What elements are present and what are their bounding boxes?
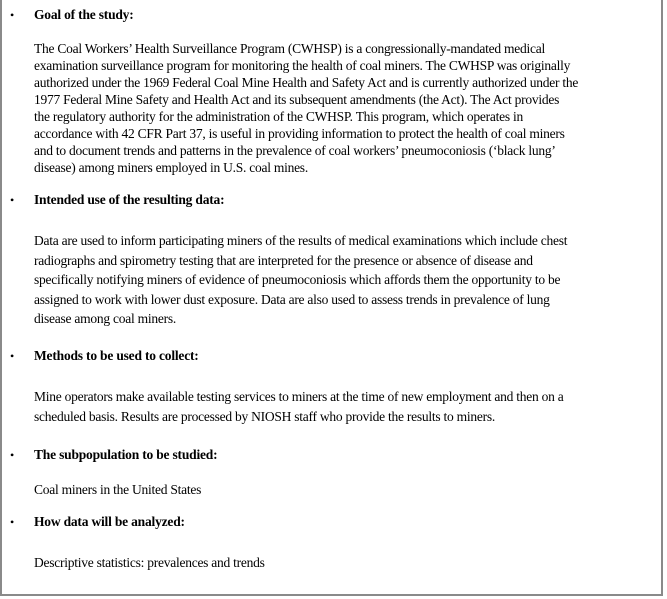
section-body-analysis xyxy=(34,553,265,573)
bullet-icon: • xyxy=(10,193,15,207)
bullet-icon: • xyxy=(10,515,15,529)
bullet-icon: • xyxy=(10,349,15,363)
text-line: The Coal Workers’ Health Surveillance Program (CWHSP) is a congressionally-mandated medical xyxy=(34,41,546,56)
section-heading-subpopulation: The subpopulation to be studied: xyxy=(34,447,218,462)
section-heading-intended-use: Intended use of the resulting data: xyxy=(34,192,225,207)
section-heading-goal: Goal of the study: xyxy=(34,7,134,22)
section-body-subpopulation xyxy=(34,480,201,500)
bullet-icon: • xyxy=(10,448,15,462)
text-line: Data are used to inform participating miners of the results of medical examinations which include chest xyxy=(34,233,568,248)
text-line: Coal miners in the United States xyxy=(34,482,202,497)
text-line: examination surveillance program for monitoring the health of coal miners. The CWHSP was originally xyxy=(34,58,571,73)
text-line: Mine operators make available testing services to miners at the time of new employment and then on a xyxy=(34,389,564,404)
section-heading-methods: Methods to be used to collect: xyxy=(34,348,199,363)
text-line: radiographs and spirometry testing that are interpreted for the presence or absence of disease and xyxy=(34,252,533,268)
text-line: specifically notifying miners of evidence of pneumoconiosis which affords them the opportunity to be xyxy=(34,272,561,288)
text-line: the regulatory authority for the administration of the CWHSP. This program, which operates in xyxy=(34,109,524,124)
text-line: disease) among miners employed in U.S. coal mines. xyxy=(34,160,308,175)
text-line: Descriptive statistics: prevalences and trends xyxy=(34,555,265,570)
section-body-intended-use xyxy=(34,231,567,329)
section-heading-analysis: How data will be analyzed: xyxy=(34,514,185,529)
text-line: and to document trends and patterns in the prevalence of coal workers’ pneumoconiosis (‘black lung’ xyxy=(34,143,556,158)
text-line: 1977 Federal Mine Safety and Health Act and its subsequent amendments (the Act). The Act provides xyxy=(34,92,560,107)
text-line: assigned to work with lower dust exposure. Data are also used to assess trends in prevalence of lung xyxy=(34,291,550,307)
text-line: scheduled basis. Results are processed by NIOSH staff who provide the results to miners. xyxy=(34,408,496,424)
section-body-goal xyxy=(34,40,578,176)
text-line: authorized under the 1969 Federal Coal Mine Health and Safety Act and is currently authorized under the xyxy=(34,75,579,90)
text-line: accordance with 42 CFR Part 37, is useful in providing information to protect the health of coal miners xyxy=(34,126,565,141)
section-body-methods xyxy=(34,387,563,426)
text-line: disease among coal miners. xyxy=(34,311,176,327)
bullet-icon: • xyxy=(10,8,15,22)
